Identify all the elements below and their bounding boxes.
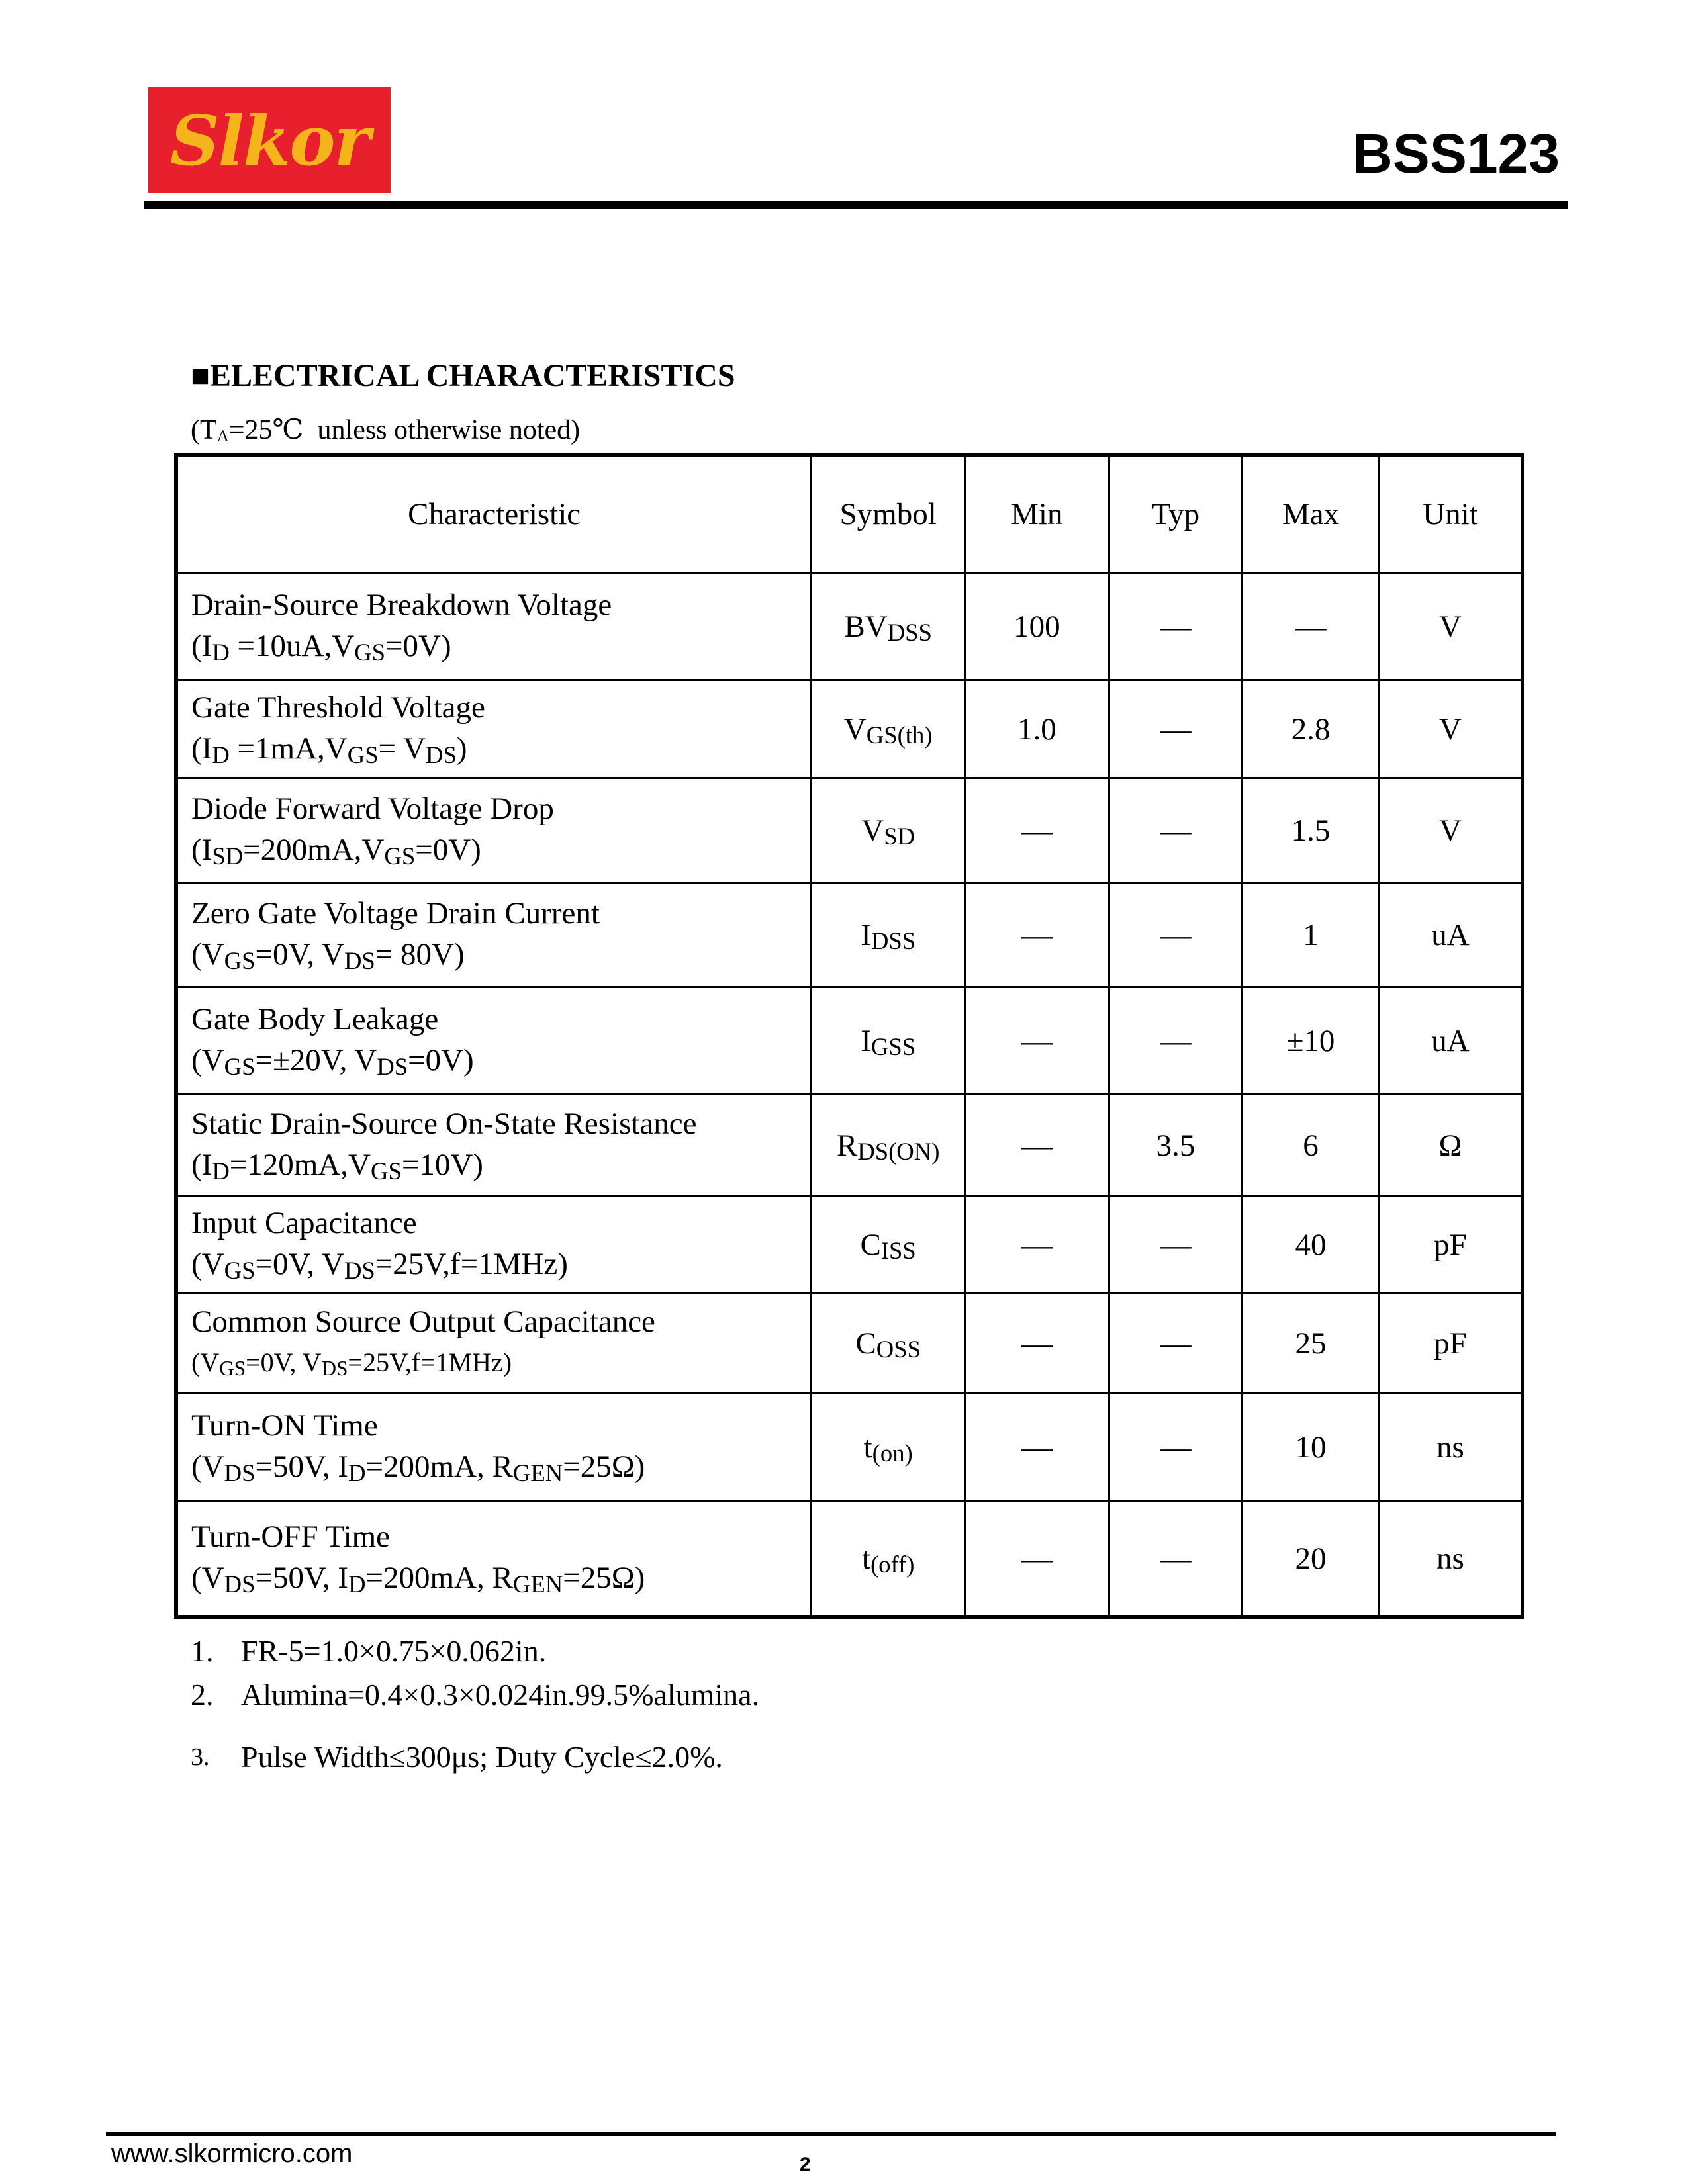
symbol-subscript: OSS <box>876 1336 921 1363</box>
condition-prefix: (T <box>191 415 217 445</box>
brand-logo <box>148 87 391 193</box>
characteristic-cell <box>176 1293 812 1394</box>
max-cell: 6 <box>1243 1095 1380 1197</box>
condition-text: ) <box>456 731 467 766</box>
symbol-main: t <box>861 1541 870 1576</box>
unit-cell: uA <box>1379 883 1523 987</box>
condition-text: =0V, V <box>255 1247 344 1281</box>
condition-text: =50V, I <box>255 1449 348 1484</box>
symbol-cell <box>812 1197 965 1293</box>
table-row <box>176 573 1523 680</box>
condition-subscript: D <box>212 1157 230 1185</box>
unit-cell: V <box>1379 778 1523 883</box>
note-text: Alumina=0.4×0.3×0.024in.99.5%alumina. <box>241 1678 760 1711</box>
symbol-cell <box>812 1394 965 1501</box>
unit-cell: Ω <box>1379 1095 1523 1197</box>
header-characteristic: Characteristic <box>176 455 812 573</box>
condition-text: =120mA,V <box>229 1148 371 1182</box>
characteristic-cell <box>176 680 812 778</box>
characteristic-name: Common Source Output Capacitance <box>191 1304 655 1339</box>
max-cell: 2.8 <box>1243 680 1380 778</box>
symbol-subscript: ISS <box>880 1237 916 1265</box>
condition-text: =200mA, R <box>365 1561 513 1596</box>
symbol-main: I <box>861 917 871 952</box>
symbol-cell <box>812 987 965 1095</box>
table-row <box>176 1197 1523 1293</box>
condition-subscript: D <box>212 638 230 666</box>
symbol-main: t <box>863 1430 872 1465</box>
electrical-characteristics-table <box>174 453 1524 1619</box>
characteristic-name: Gate Threshold Voltage <box>191 690 485 725</box>
symbol-main: R <box>836 1128 858 1163</box>
symbol-subscript: (on) <box>872 1439 913 1467</box>
test-condition <box>191 412 580 453</box>
test-condition <box>191 728 810 771</box>
table-row <box>176 1293 1523 1394</box>
condition-text: =0V) <box>415 833 481 867</box>
condition-text: =0V) <box>408 1043 474 1077</box>
table-row <box>176 680 1523 778</box>
header-max: Max <box>1243 455 1380 573</box>
condition-text: =±20V, V <box>255 1043 377 1077</box>
page-number: 2 <box>800 2154 811 2175</box>
max-cell: — <box>1243 573 1380 680</box>
condition-text: (I <box>191 731 212 766</box>
typ-cell: — <box>1109 1501 1243 1617</box>
symbol-cell <box>812 573 965 680</box>
condition-subscript: D <box>212 741 230 768</box>
characteristic-name: Zero Gate Voltage Drain Current <box>191 896 600 931</box>
characteristic-cell <box>176 1394 812 1501</box>
part-number: BSS123 <box>1352 122 1560 185</box>
symbol-subscript: SD <box>884 823 915 850</box>
condition-text: =50V, I <box>255 1561 348 1596</box>
test-condition <box>191 1040 810 1083</box>
note-number: 3. <box>191 1743 210 1771</box>
condition-text: (V <box>191 1247 224 1281</box>
min-cell: — <box>965 987 1109 1095</box>
condition-subscript: DS <box>224 1570 256 1598</box>
typ-cell: — <box>1109 1293 1243 1394</box>
header-unit: Unit <box>1379 455 1523 573</box>
typ-cell: — <box>1109 680 1243 778</box>
min-cell: — <box>965 1501 1109 1617</box>
symbol-subscript: GSS <box>870 1033 916 1061</box>
condition-text: (V <box>191 1347 220 1377</box>
condition-text: =0V, V <box>246 1347 322 1377</box>
symbol-subscript: (off) <box>870 1551 915 1578</box>
symbol-main: V <box>861 813 884 848</box>
header-symbol: Symbol <box>812 455 965 573</box>
typ-cell: — <box>1109 987 1243 1095</box>
condition-subscript: GS <box>347 741 379 768</box>
typ-cell: — <box>1109 1197 1243 1293</box>
typ-cell: — <box>1109 1394 1243 1501</box>
symbol-cell <box>812 883 965 987</box>
condition-subscript: SD <box>212 842 244 870</box>
condition-text: =25V,f=1MHz) <box>348 1347 512 1377</box>
header-divider <box>144 201 1568 209</box>
characteristic-name: Gate Body Leakage <box>191 1002 439 1036</box>
symbol-cell <box>812 1501 965 1617</box>
header-min: Min <box>965 455 1109 573</box>
symbol-main: C <box>855 1326 876 1361</box>
symbol-subscript: GS(th) <box>866 721 933 749</box>
condition-subscript: DS <box>321 1356 348 1380</box>
condition-subscript: GS <box>219 1356 246 1380</box>
section-title: ■ELECTRICAL CHARACTERISTICS <box>191 358 735 393</box>
test-condition <box>191 1244 810 1287</box>
test-condition <box>191 1342 810 1385</box>
note-number: 2. <box>191 1678 214 1711</box>
characteristic-cell <box>176 1501 812 1617</box>
min-cell: — <box>965 1095 1109 1197</box>
max-cell: 1 <box>1243 883 1380 987</box>
logo-text: Slkor <box>169 99 369 181</box>
condition-subscript: GS <box>224 1256 256 1284</box>
symbol-subscript: DSS <box>870 927 916 955</box>
table-body <box>176 573 1523 1617</box>
unit-cell: uA <box>1379 987 1523 1095</box>
test-condition <box>191 1144 810 1187</box>
symbol-main: C <box>860 1227 881 1262</box>
typ-cell: — <box>1109 778 1243 883</box>
characteristic-name: Turn-ON Time <box>191 1408 378 1443</box>
characteristic-cell <box>176 573 812 680</box>
typ-cell: — <box>1109 573 1243 680</box>
condition-subscript: DS <box>425 741 457 768</box>
max-cell: 20 <box>1243 1501 1380 1617</box>
symbol-main: I <box>861 1023 871 1058</box>
condition-subscript: DS <box>344 1256 375 1284</box>
condition-text: =200mA,V <box>243 833 385 867</box>
table-row <box>176 778 1523 883</box>
characteristic-cell <box>176 883 812 987</box>
condition-subscript: GS <box>224 946 256 974</box>
condition-subscript: DS <box>224 1459 256 1486</box>
characteristic-cell <box>176 987 812 1095</box>
condition-subscript: GS <box>354 638 386 666</box>
condition-text: =25V,f=1MHz) <box>375 1247 568 1281</box>
condition-text: =10uA,V <box>229 629 355 663</box>
test-condition <box>191 625 810 668</box>
symbol-subscript: DS(ON) <box>857 1138 940 1165</box>
unit-cell: pF <box>1379 1293 1523 1394</box>
condition-text: (I <box>191 833 212 867</box>
table-row <box>176 1095 1523 1197</box>
test-condition <box>191 934 810 977</box>
characteristic-name: Static Drain-Source On-State Resistance <box>191 1107 697 1141</box>
symbol-cell <box>812 778 965 883</box>
table-row <box>176 883 1523 987</box>
condition-text: =200mA, R <box>365 1449 513 1484</box>
test-condition <box>191 829 810 872</box>
table-row <box>176 1394 1523 1501</box>
min-cell: — <box>965 883 1109 987</box>
condition-text: (V <box>191 1561 224 1596</box>
max-cell: 1.5 <box>1243 778 1380 883</box>
symbol-cell <box>812 1293 965 1394</box>
characteristic-name: Turn-OFF Time <box>191 1520 391 1555</box>
note-number: 1. <box>191 1634 214 1668</box>
condition-text: (V <box>191 1449 224 1484</box>
symbol-subscript: DSS <box>887 619 932 647</box>
condition-text: (V <box>191 1043 224 1077</box>
condition-text: =1mA,V <box>229 731 348 766</box>
unit-cell: ns <box>1379 1394 1523 1501</box>
condition-text: (I <box>191 629 212 663</box>
typ-cell: 3.5 <box>1109 1095 1243 1197</box>
condition-text: =10V) <box>401 1148 483 1182</box>
min-cell: — <box>965 778 1109 883</box>
unit-cell: ns <box>1379 1501 1523 1617</box>
min-cell: 1.0 <box>965 680 1109 778</box>
max-cell: ±10 <box>1243 987 1380 1095</box>
condition-suffix: =25℃ unless otherwise noted) <box>228 415 581 445</box>
test-condition <box>191 1557 810 1600</box>
condition-text: = 80V) <box>375 937 465 972</box>
characteristic-name: Drain-Source Breakdown Voltage <box>191 588 612 622</box>
typ-cell: — <box>1109 883 1243 987</box>
symbol-cell <box>812 1095 965 1197</box>
note-text: FR-5=1.0×0.75×0.062in. <box>241 1634 547 1668</box>
characteristic-cell <box>176 1095 812 1197</box>
symbol-main: BV <box>844 609 888 644</box>
characteristic-name: Diode Forward Voltage Drop <box>191 792 554 826</box>
characteristic-name: Input Capacitance <box>191 1206 417 1240</box>
condition-text: (I <box>191 1148 212 1182</box>
symbol-cell <box>812 680 965 778</box>
website-link[interactable]: www.slkormicro.com <box>111 2139 353 2168</box>
condition-subscript: D <box>348 1459 366 1486</box>
characteristic-cell <box>176 1197 812 1293</box>
note-text: Pulse Width≤300μs; Duty Cycle≤2.0%. <box>241 1740 723 1774</box>
max-cell: 10 <box>1243 1394 1380 1501</box>
condition-text: =0V, V <box>255 937 344 972</box>
condition-text: (V <box>191 937 224 972</box>
condition-subscript: A <box>216 427 229 445</box>
condition-text: =0V) <box>385 629 451 663</box>
condition-text: =25Ω) <box>563 1561 645 1596</box>
table-row <box>176 987 1523 1095</box>
header-typ: Typ <box>1109 455 1243 573</box>
table-header-row <box>176 455 1523 573</box>
unit-cell: pF <box>1379 1197 1523 1293</box>
min-cell: 100 <box>965 573 1109 680</box>
min-cell: — <box>965 1293 1109 1394</box>
condition-subscript: D <box>348 1570 366 1598</box>
condition-subscript: GS <box>224 1052 256 1080</box>
max-cell: 40 <box>1243 1197 1380 1293</box>
test-condition <box>191 1446 810 1489</box>
condition-subscript: GS <box>371 1157 402 1185</box>
characteristic-cell <box>176 778 812 883</box>
condition-text: =25Ω) <box>563 1449 645 1484</box>
unit-cell: V <box>1379 573 1523 680</box>
condition-subscript: GEN <box>512 1570 563 1598</box>
condition-subscript: DS <box>377 1052 408 1080</box>
condition-subscript: GS <box>384 842 416 870</box>
condition-text: = V <box>378 731 426 766</box>
condition-subscript: GEN <box>512 1459 563 1486</box>
footer-divider <box>106 2132 1556 2136</box>
table-row <box>176 1501 1523 1617</box>
unit-cell: V <box>1379 680 1523 778</box>
min-cell: — <box>965 1394 1109 1501</box>
symbol-main: V <box>843 711 867 747</box>
condition-subscript: DS <box>344 946 375 974</box>
min-cell: — <box>965 1197 1109 1293</box>
max-cell: 25 <box>1243 1293 1380 1394</box>
